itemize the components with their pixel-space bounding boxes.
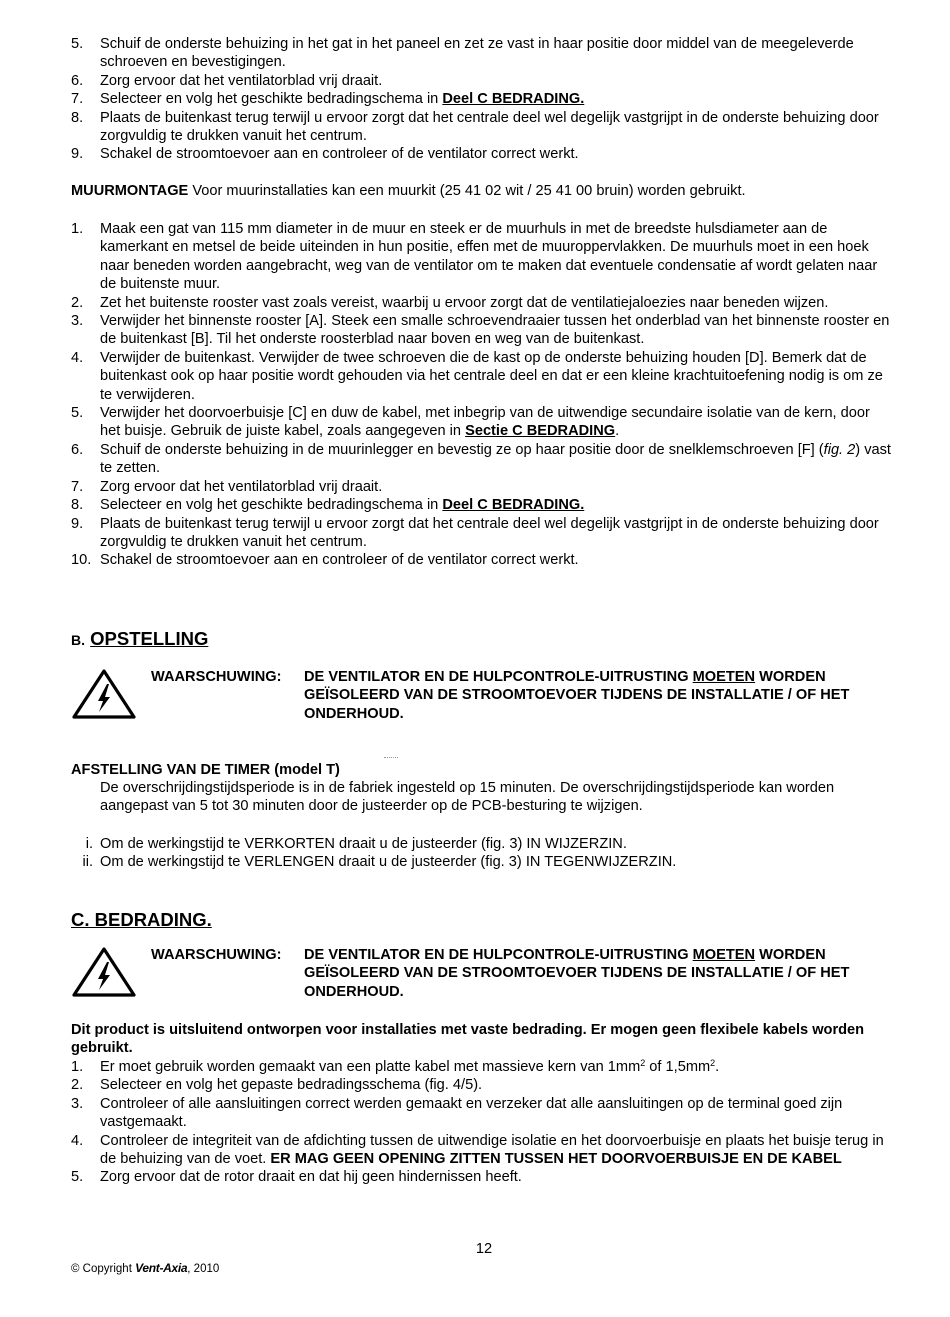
- list-item: 5. Schuif de onderste behuizing in het gat in het paneel en zet ze vast in haar positie door middel van de meegeleverde schroeven en bevestigingen.: [71, 36, 854, 71]
- page-number: 12: [475, 1241, 493, 1257]
- list-item: 10. Schakel de stroomtoevoer aan en controleer of de ventilator correct werkt.: [71, 552, 579, 569]
- timer-heading: AFSTELLING VAN DE TIMER (model T): [71, 762, 340, 778]
- wiring-intro: Dit product is uitsluitend ontworpen voor installaties met vaste bedrading. Er mogen geen flexibele kabels worden gebruikt.: [71, 1022, 865, 1057]
- warning-text: DE VENTILATOR EN DE HULPCONTROLE-UITRUSTING MOETEN WORDEN GEÏSOLEERD VAN DE STROOMTOEVOER TIJDENS DE INSTALLATIE / OF HET ONDERHOUD.: [304, 947, 850, 1000]
- section-link[interactable]: Sectie C BEDRADING: [465, 423, 616, 440]
- list-item: 7. Zorg ervoor dat het ventilatorblad vrij draait.: [71, 478, 383, 495]
- list-item: 7. Selecteer en volg het geschikte bedradingschema in Deel C BEDRADING.: [71, 91, 585, 108]
- list-item: 2. Selecteer en volg het gepaste bedradingsschema (fig. 4/5).: [71, 1077, 483, 1094]
- warning-block-c: [71, 946, 891, 1016]
- timer-paragraph: De overschrijdingstijdsperiode is in de fabriek ingesteld op 15 minuten. De overschrijdingstijdsperiode kan worden aangepast van 5 tot 30 minuten door de justeerder op de PCB-besturing te wijzigen.: [100, 780, 835, 815]
- list-item: 3. Controleer of alle aansluitingen correct werden gemaakt en verzeker dat alle aansluitingen op de terminal goed zijn vastgemaakt.: [71, 1095, 843, 1131]
- wiring-list: [71, 1058, 891, 1187]
- list-item: i. Om de werkingstijd te VERKORTEN draait u de justeerder (fig. 3) IN WIJZERZIN.: [85, 836, 627, 852]
- list-wall-install: [71, 220, 891, 570]
- list-item: ii. Om de werkingstijd te VERLENGEN draait u de justeerder (fig. 3) IN TEGENWIJZERZIN.: [82, 854, 677, 871]
- warning-text: DE VENTILATOR EN DE HULPCONTROLE-UITRUSTING MOETEN WORDEN GEÏSOLEERD VAN DE STROOMTOEVOER TIJDENS DE INSTALLATIE / OF HET ONDERHOUD.: [304, 669, 850, 722]
- list-panel-install: [71, 35, 891, 164]
- list-item: 1. Maak een gat van 115 mm diameter in de muur en steek er de muurhuls in met de breedste hulsdiameter aan de kamerkant en metsel de beide uiteinden in hun positie, effen met de muuroppervlakken. De muurhuls moet in een hoek naar beneden worden aangebracht, weg van de ventilator om te maken dat eventuele condensatie af wordt gelaten naar de buitenste muur.: [71, 221, 878, 293]
- muurmontage-label: MUURMONTAGE: [71, 183, 189, 199]
- section-c-heading: C. BEDRADING.: [71, 909, 212, 930]
- warning-label: WAARSCHUWING:: [151, 947, 282, 963]
- warning-block-b: [71, 668, 891, 738]
- list-item: 6. Schuif de onderste behuizing in de muurinlegger en bevestig ze op haar positie door de snelklemschroeven [F] (fig. 2) vast te zetten.: [71, 441, 891, 477]
- list-item: 5. Zorg ervoor dat de rotor draait en dat hij geen hindernissen heeft.: [71, 1169, 522, 1186]
- section-link[interactable]: Deel C BEDRADING.: [442, 91, 585, 108]
- list-item: 8. Plaats de buitenkast terug terwijl u ervoor zorgt dat het centrale deel wel degelijk vastgrijpt in de onderste behuizing door zorgvuldig te drukken vanuit het centrum.: [71, 109, 879, 145]
- list-item: 5. Verwijder het doorvoerbuisje [C] en duw de kabel, met inbegrip van de uitwendige secundaire isolatie van de kern, door het buisje. Gebruik de juiste kabel, zoals aangegeven in Sectie C BEDRADING.: [71, 405, 870, 440]
- list-item: 9. Schakel de stroomtoevoer aan en controleer of de ventilator correct werkt.: [71, 146, 579, 163]
- list-item: 3. Verwijder het binnenste rooster [A]. Steek een smalle schroevendraaier tussen het onderblad van het binnenste rooster en de buitenkast [B]. Til het onderste roosterblad naar boven en weg van de buitenkast.: [71, 313, 890, 348]
- list-item: 1. Er moet gebruik worden gemaakt van een platte kabel met massieve kern van $1mm^2$ of $1,5mm^2$.: [71, 1058, 720, 1075]
- list-item: 4. Controleer de integriteit van de afdichting tussen de uitwendige isolatie en het doorvoerbuisje en plaats het buisje terug in de behuizing van de voet. ER MAG GEEN OPENING ZITTEN TUSSEN HET DOORVOERBUISJE EN DE KABEL: [71, 1132, 884, 1168]
- warning-label: WAARSCHUWING:: [151, 669, 282, 685]
- brand-logo: Vent-Axia: [135, 1261, 188, 1275]
- list-item: 2. Zet het buitenste rooster vast zoals vereist, waarbij u ervoor zorgt dat de ventilatiejaloezies naar beneden wijzen.: [71, 294, 829, 311]
- muurmontage-paragraph: MUURMONTAGE Voor muurinstallaties kan een muurkit (25 41 02 wit / 25 41 00 bruin) worden gebruikt.: [71, 183, 746, 199]
- electrical-hazard-icon: [71, 946, 137, 998]
- list-item: 4. Verwijder de buitenkast. Verwijder de twee schroeven die de kast op de onderste behuizing houden [D]. Bemerk dat de buitenkast ook op haar positie wordt gehouden via het centrale deel en dat er een kleine krachtuitoefening nodig is om ze te verwijderen.: [71, 349, 883, 403]
- list-item: 6. Zorg ervoor dat het ventilatorblad vrij draait.: [71, 72, 383, 89]
- copyright-footer: © Copyright Vent-Axia, 2010: [71, 1261, 220, 1275]
- section-b-heading: B. OPSTELLING: [71, 628, 209, 649]
- list-item: 8. Selecteer en volg het geschikte bedradingschema in Deel C BEDRADING.: [71, 497, 585, 514]
- section-link[interactable]: Deel C BEDRADING.: [442, 497, 585, 514]
- electrical-hazard-icon: [71, 668, 137, 720]
- divider: [384, 757, 398, 758]
- timer-list: [71, 835, 891, 872]
- list-item: 9. Plaats de buitenkast terug terwijl u ervoor zorgt dat het centrale deel wel degelijk vastgrijpt in de onderste behuizing door zorgvuldig te drukken vanuit het centrum.: [71, 515, 879, 550]
